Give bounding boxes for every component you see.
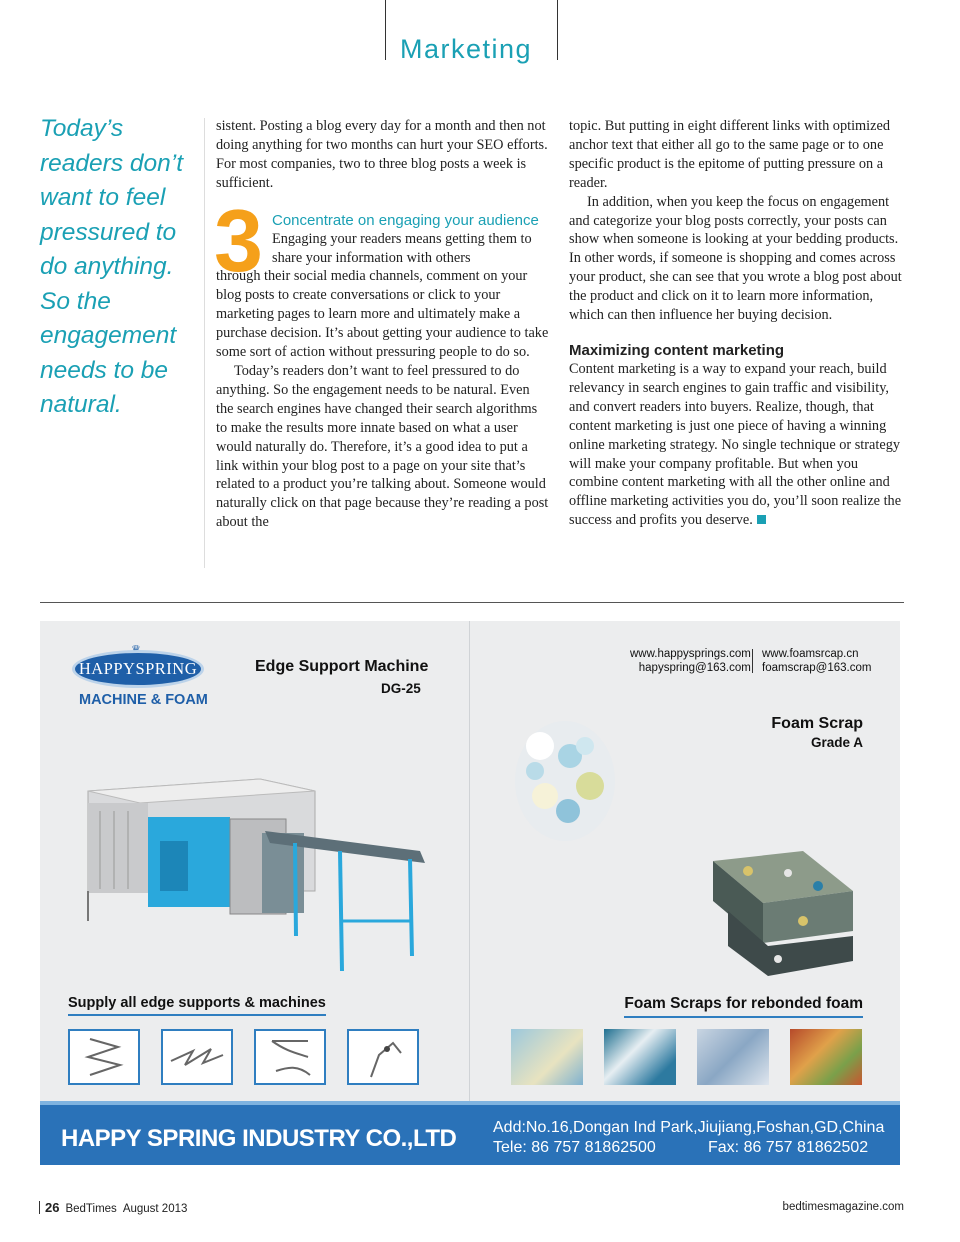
supply-caption: Supply all edge supports & machines [68,995,326,1016]
magazine-name: BedTimes [65,1203,117,1215]
email-link[interactable]: foamscrap@163.com [762,662,872,674]
article-column-1 [216,117,550,532]
article-column-2 [569,117,905,530]
column-divider [204,118,205,568]
foam-title: Foam Scrap [771,715,863,732]
separator-line [40,602,904,603]
paragraph: Today’s readers don’t want to feel pressured to do anything. So the engagement needs to be natural. Even the search engines have changed their search algorithms to make the results more innate based on what a user would naturally do. Therefore, it’s a good idea to put a link within your blog post to a page on your site that’s related to a product you’re talking about. Someone would naturally click on that page because they’re reading a post about the [216,362,549,531]
company-fax: Fax: 86 757 81862502 [708,1139,869,1156]
numbered-section [214,190,550,290]
spring-sample-3 [254,1029,326,1085]
spring-sample-2 [161,1029,233,1085]
brand-tagline: MACHINE & FOAM [79,692,208,708]
wire-edge-icon [256,1031,324,1083]
end-mark-icon [757,515,766,524]
paragraph: sistent. Posting a blog every day for a month and then not doing anything for two months can hurt your SEO efforts. For most companies, two to three blog posts a week is sufficient. [216,118,548,191]
machine-model: DG-25 [381,681,421,696]
header-rule-left [385,0,386,60]
website-link[interactable]: www.happysprings.com [630,648,751,660]
machine-title: Edge Support Machine [255,658,429,675]
brand-logo: HAPPYSPRING [72,650,204,688]
paragraph-indented: Engaging your readers means getting them to share your information with others [272,230,532,266]
paragraph-final [569,360,905,530]
issue-date: August 2013 [122,1203,188,1215]
contact-right [762,647,871,675]
spring-sample-4 [347,1029,419,1085]
scrap-photo-4 [790,1029,862,1085]
company-banner [40,1101,900,1165]
footer-rule [39,1201,40,1214]
scrap-photo-3 [697,1029,769,1085]
section-heading: Concentrate on engaging your audience [272,211,539,229]
section-number: 3 [214,190,263,290]
footer-site[interactable]: bedtimesmagazine.com [782,1201,904,1213]
paragraph: topic. But putting in eight different links with optimized anchor text that either all go to the same page or to one specific product is the epitome of putting pressure on a reader. [569,118,890,191]
company-name: HAPPY SPRING INDUSTRY CO.,LTD [61,1125,457,1152]
contact-left [630,647,751,675]
paragraph-text: Content marketing is a way to expand your reach, build relevancy in search engines to gain traffic and visibility, and convert readers into buyers. Realize, though, that content marketing is just one piece of having a winning online marketing strategy. No single technique or strategy will make your company profitable. But when you combine content marketing with all the other online and offline marketing activities you do, you’ll soon realize the success and profits you deserve. [569,360,902,529]
ad-divider [469,621,470,1101]
scrap-photo-2 [604,1029,676,1085]
wire-clip-icon [349,1031,417,1083]
foam-scrap-bale-image [510,716,620,846]
zigzag-spring-icon [163,1031,231,1083]
rebonded-foam-blocks-image [708,851,858,981]
scraps-caption: Foam Scraps for rebonded foam [624,995,863,1018]
subheading: Maximizing content marketing [569,341,785,359]
advertisement [40,621,900,1165]
section-title: Marketing [400,34,533,64]
website-link[interactable]: www.foamsrcap.cn [762,648,859,660]
header-rule-right [557,0,558,60]
company-address: Add:No.16,Dongan Ind Park,Jiujiang,Foshan,GD,China [493,1119,885,1136]
footer-folio [45,1200,187,1215]
edge-support-machine-image [80,771,440,976]
paragraph: through their social media channels, comment on your blog posts to create conversations or click to your marketing pages to learn more and ultimately make a purchase decision. It’s about getting your audience to take some sort of action without pressuring people to do so. [216,268,549,361]
company-phone: Tele: 86 757 81862500 [493,1139,656,1156]
email-link[interactable]: hapyspring@163.com [638,662,751,674]
spring-sample-1 [68,1029,140,1085]
zigzag-spring-icon [70,1031,138,1083]
paragraph: In addition, when you keep the focus on engagement and categorize your blog posts correctly, your posts can show when someone is looking at your bedding products. In other words, if someone is shopping and comes across your product, she can see that you wrote a blog post about the product and click on it to learn more information, which can then influence her buying decision. [569,193,902,324]
contact-divider [752,649,753,673]
pull-quote: Today’s readers don’t want to feel pressured to do anything. So the engagement needs to be natural. [40,115,184,418]
page-number: 26 [45,1200,60,1215]
foam-grade: Grade A [810,735,863,750]
scrap-photo-1 [511,1029,583,1085]
